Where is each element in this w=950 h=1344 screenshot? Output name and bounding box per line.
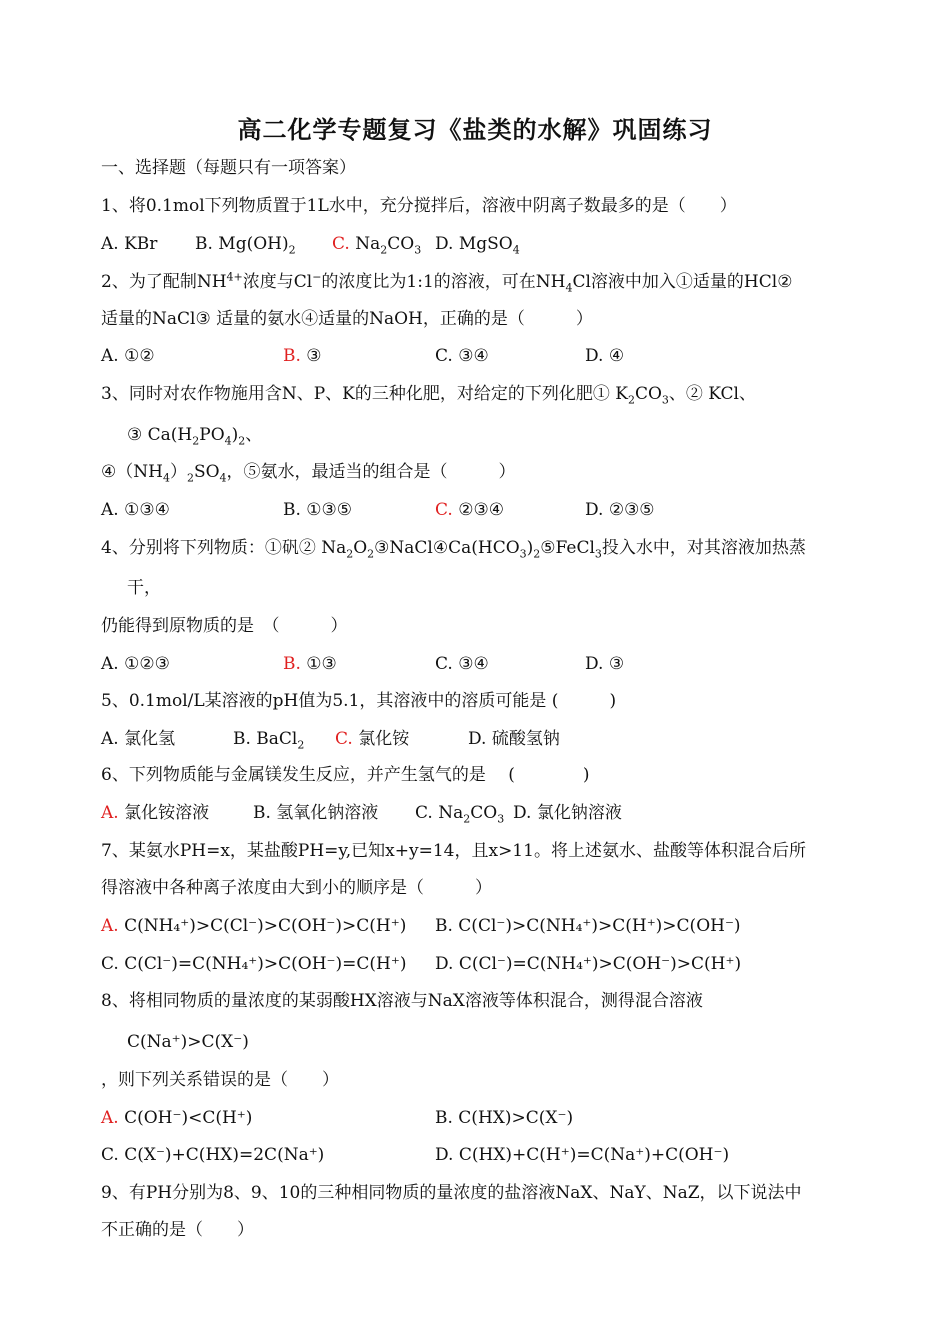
question-2-stem-line2: 适量的NaCl③ 适量的氨水④适量的NaOH，正确的是（ ） — [101, 309, 593, 329]
q3-option-d: D. ②③⑤ — [585, 500, 655, 520]
q5-option-b: B. BaCl$_2$ — [233, 729, 305, 752]
question-3-stem-line1: 3、同时对农作物施用含N、P、K的三种化肥，对给定的下列化肥① $K_2CO_3$、② KCl、 — [101, 384, 756, 407]
question-1-stem: 1、将0.1mol下列物质置于1L水中，充分搅拌后，溶液中阴离子数最多的是（ ） — [101, 196, 737, 216]
q8-option-b: B. C(HX)>C(X⁻) — [435, 1108, 574, 1128]
q3-option-b: B. ①③⑤ — [283, 500, 353, 520]
q6-option-b: B. 氢氧化钠溶液 — [253, 803, 379, 823]
question-7-stem-line1: 7、某氨水PH=x，某盐酸PH=y,已知x+y=14，且x>11。将上述氨水、盐酸等体积混合后所 — [101, 841, 806, 861]
question-7-stem-line2: 得溶液中各种离子浓度由大到小的顺序是（ ） — [101, 878, 492, 898]
q1-option-c: C. $Na_2CO_3$ — [332, 234, 422, 257]
q4-option-d: D. ③ — [585, 654, 625, 674]
q4-option-a: A. ①②③ — [101, 654, 170, 674]
question-2-stem-line1: 2、为了配制$NH^{4+}$浓度与Cl−的浓度比为1:1的溶液，可在$NH_4Cl$溶液中加入①适量的HCl② — [101, 270, 793, 295]
question-8-stem-line3: ，则下列关系错误的是（ ） — [101, 1070, 339, 1090]
q6-option-a: A. 氯化铵溶液 — [101, 803, 210, 823]
q7-answer-mark: A. — [101, 916, 119, 936]
q6-option-c: C. $Na_2CO_3$ — [415, 803, 505, 826]
q7-option-d: D. C(Cl⁻)=C(NH₄⁺)>C(OH⁻)>C(H⁺) — [435, 954, 742, 974]
question-4-stem-line2: 干， — [127, 578, 161, 598]
q1-option-a: A. KBr — [101, 234, 158, 254]
section-heading: 一、选择题（每题只有一项答案） — [101, 158, 356, 178]
q8-answer-mark: A. — [101, 1108, 119, 1128]
q2-option-c: C. ③④ — [435, 346, 489, 366]
q2-option-b: B. ③ — [283, 346, 322, 366]
q8-option-c: C. C(X⁻)+C(HX)=2C(Na⁺) — [101, 1145, 325, 1165]
q6-answer-mark: A. — [101, 803, 119, 823]
q3-option-a: A. ①③④ — [101, 500, 170, 520]
q3-answer-mark: C. — [435, 500, 453, 520]
question-4-stem-line1: 4、分别将下列物质：①矾② $Na_2O_2③NaCl④Ca(HCO_3)_2⑤FeCl_3$投入水中，对其溶液加热蒸 — [101, 538, 806, 561]
question-6-stem: 6、下列物质能与金属镁发生反应，并产生氢气的是 ( ) — [101, 765, 590, 785]
question-4-stem-line3: 仍能得到原物质的是 （ ） — [101, 616, 348, 636]
q8-option-d: D. C(HX)+C(H⁺)=C(Na⁺)+C(OH⁻) — [435, 1145, 730, 1165]
q3-option-c: C. ②③④ — [435, 500, 504, 520]
question-9-stem-line2: 不正确的是（ ） — [101, 1220, 254, 1240]
question-8-stem-line1: 8、将相同物质的量浓度的某弱酸HX溶液与NaX溶液等体积混合，测得混合溶液 — [101, 991, 703, 1011]
question-8-stem-line2: C(Na⁺)>C(X⁻) — [127, 1032, 249, 1052]
q4-option-b: B. ①③ — [283, 654, 337, 674]
q5-option-d: D. 硫酸氢钠 — [468, 729, 560, 749]
q5-answer-mark: C. — [335, 729, 353, 749]
q2-answer-mark: B. — [283, 346, 301, 366]
q1-answer-mark: C. — [332, 234, 350, 254]
q2-option-a: A. ①② — [101, 346, 155, 366]
question-5-stem: 5、0.1mol/L某溶液的pH值为5.1，其溶液中的溶质可能是 ( ) — [101, 691, 617, 711]
question-3-stem-line3: $④(NH_4)_2SO_4$，⑤氨水，最适当的组合是（ ） — [101, 462, 516, 485]
question-3-stem-line2: ③ $Ca(H_2PO_4)_2$、 — [127, 425, 263, 448]
q1-option-b: B. $Mg(OH)_2$ — [195, 234, 296, 257]
q5-option-a: A. 氯化氢 — [101, 729, 176, 749]
question-9-stem-line1: 9、有PH分别为8、9、10的三种相同物质的量浓度的盐溶液NaX、NaY、NaZ，以下说法中 — [101, 1183, 802, 1203]
q2-option-d: D. ④ — [585, 346, 625, 366]
q7-option-c: C. C(Cl⁻)=C(NH₄⁺)>C(OH⁻)=C(H⁺) — [101, 954, 407, 974]
q5-option-c: C. 氯化铵 — [335, 729, 410, 749]
q1-option-d: D. MgSO$_4$ — [435, 234, 520, 257]
q8-option-a: A. C(OH⁻)<C(H⁺) — [101, 1108, 253, 1128]
q4-answer-mark: B. — [283, 654, 301, 674]
q7-option-b: B. C(Cl⁻)>C(NH₄⁺)>C(H⁺)>C(OH⁻) — [435, 916, 741, 936]
page-title: 高二化学专题复习《盐类的水解》巩固练习 — [237, 115, 713, 144]
q6-option-d: D. 氯化钠溶液 — [513, 803, 622, 823]
q4-option-c: C. ③④ — [435, 654, 489, 674]
q7-option-a: A. C(NH₄⁺)>C(Cl⁻)>C(OH⁻)>C(H⁺) — [101, 916, 407, 936]
